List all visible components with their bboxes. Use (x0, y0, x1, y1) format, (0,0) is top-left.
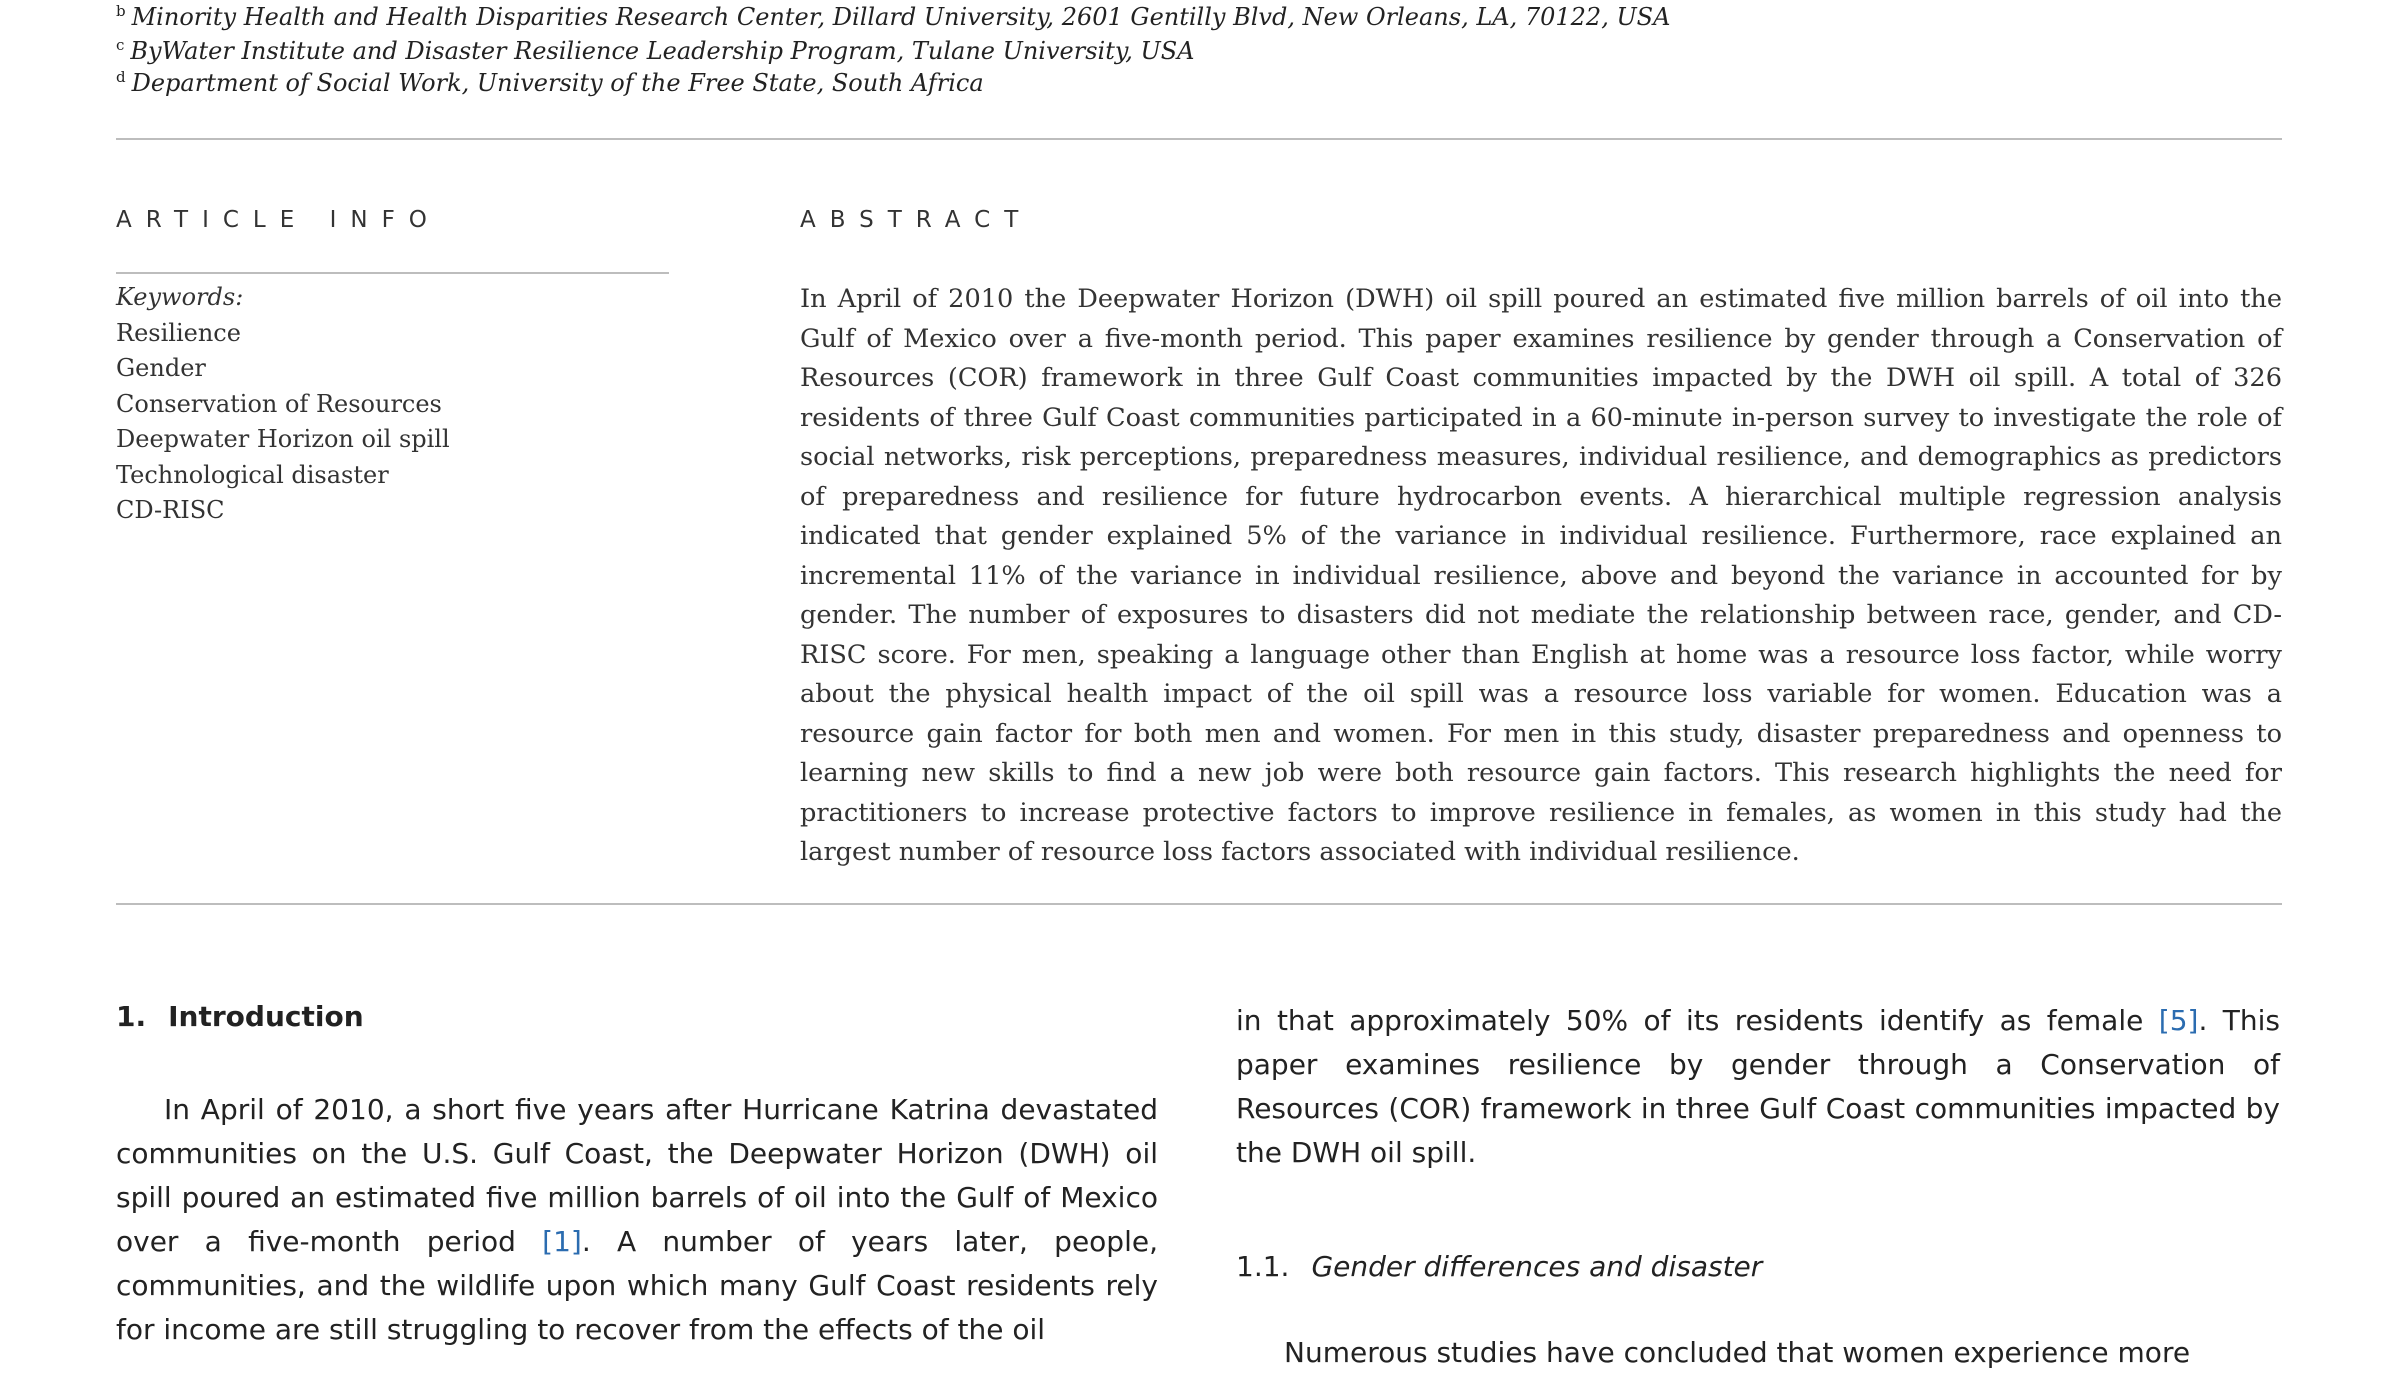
intro-text-a: In April of 2010, a short five years after Hurricane Katrina devastated communities on the U.S. Gulf Coast, the Deepwater Horizon (DWH) oil spill poured an estimated five million barrels of oil into the Gulf of Mexico over a five-month period (116, 1093, 1158, 1258)
keyword-item: Conservation of Resources (116, 389, 442, 418)
section-title-text: Introduction (168, 1000, 364, 1033)
right-column-paragraph (1236, 999, 2280, 1175)
keywords-list (116, 280, 450, 529)
subsection-title-text: Gender differences and disaster (1311, 1250, 1763, 1283)
affiliation-text: Minority Health and Health Disparities Research Center, Dillard University, 2601 Gentilly Blvd, New Orleans, LA, 70122, USA (131, 3, 1671, 31)
keyword-item: CD-RISC (116, 496, 225, 524)
affiliation-c (116, 36, 1194, 65)
subsection-title (1236, 1250, 1762, 1283)
keyword-item: Resilience (116, 318, 241, 347)
keyword-item: Deepwater Horizon oil spill (116, 425, 450, 453)
article-info-divider (116, 272, 669, 274)
affiliation-text: Department of Social Work, University of the Free State, South Africa (131, 69, 984, 97)
section-number: 1. (116, 1000, 147, 1033)
right-text-a: in that approximately 50% of its residents identify as female (1236, 1004, 2159, 1037)
keywords-label: Keywords: (116, 283, 244, 311)
intro-paragraph (116, 1088, 1158, 1352)
affiliation-mark: c (116, 36, 125, 54)
affiliation-text: ByWater Institute and Disaster Resilience Leadership Program, Tulane University, USA (130, 37, 1195, 65)
keyword-item: Technological disaster (116, 460, 389, 489)
right-text-b: . This paper examines resilience by gender through a Conservation of Resources (COR) framework in three Gulf Coast communities impacted by the DWH oil spill. (1236, 1004, 2280, 1169)
abstract-text: In April of 2010 the Deepwater Horizon (DWH) oil spill poured an estimated five million barrels of oil into the Gulf of Mexico over a five-month period. This paper examines resilience by gender through a Conservation of Resources (COR) framework in three Gulf Coast communities impacted by the DWH oil spill. A total of 326 residents of three Gulf Coast communities participated in a 60-minute in-person survey to investigate the role of social networks, risk perceptions, preparedness measures, individual resilience, and demographics as predictors of preparedness and resilience for future hydrocarbon events. A hierarchical multiple regression analysis indicated that gender explained 5% of the variance in individual resilience. Furthermore, race explained an incremental 11% of the variance in individual resilience, above and beyond the variance in accounted for by gender. The number of exposures to disasters did not mediate the relationship between race, gender, and CD-RISC score. For men, speaking a language other than English at home was a resource loss factor, while worry about the physical health impact of the oil spill was a resource loss variable for women. Education was a resource gain factor for both men and women. For men in this study, disaster preparedness and openness to learning new skills to find a new job were both resource gain factors. This research highlights the need for practitioners to increase protective factors to improve resilience in females, as women in this study had the largest number of resource loss factors associated with individual resilience. (800, 284, 2282, 867)
section-title (116, 1000, 364, 1033)
intro-text-b: . A number of years later, people, communities, and the wildlife upon which many Gulf Coast residents rely for income are still struggling to recover from the effects of the oil (116, 1225, 1158, 1346)
affiliation-b (116, 2, 1670, 31)
affiliation-mark: b (116, 2, 126, 20)
abstract-heading: ABSTRACT (800, 207, 1033, 233)
keyword-item: Gender (116, 354, 206, 382)
affiliation-d (116, 68, 984, 97)
citation-link-5[interactable]: [5] (2158, 1004, 2199, 1037)
top-divider (116, 138, 2282, 140)
abstract-bottom-divider (116, 903, 2282, 905)
citation-link-1[interactable]: [1] (542, 1225, 582, 1258)
affiliation-mark: d (116, 68, 126, 86)
subsection-number: 1.1. (1236, 1250, 1290, 1283)
article-info-heading: ARTICLE INFO (116, 207, 441, 233)
subsection-paragraph: Numerous studies have concluded that women experience more (1284, 1336, 2191, 1369)
